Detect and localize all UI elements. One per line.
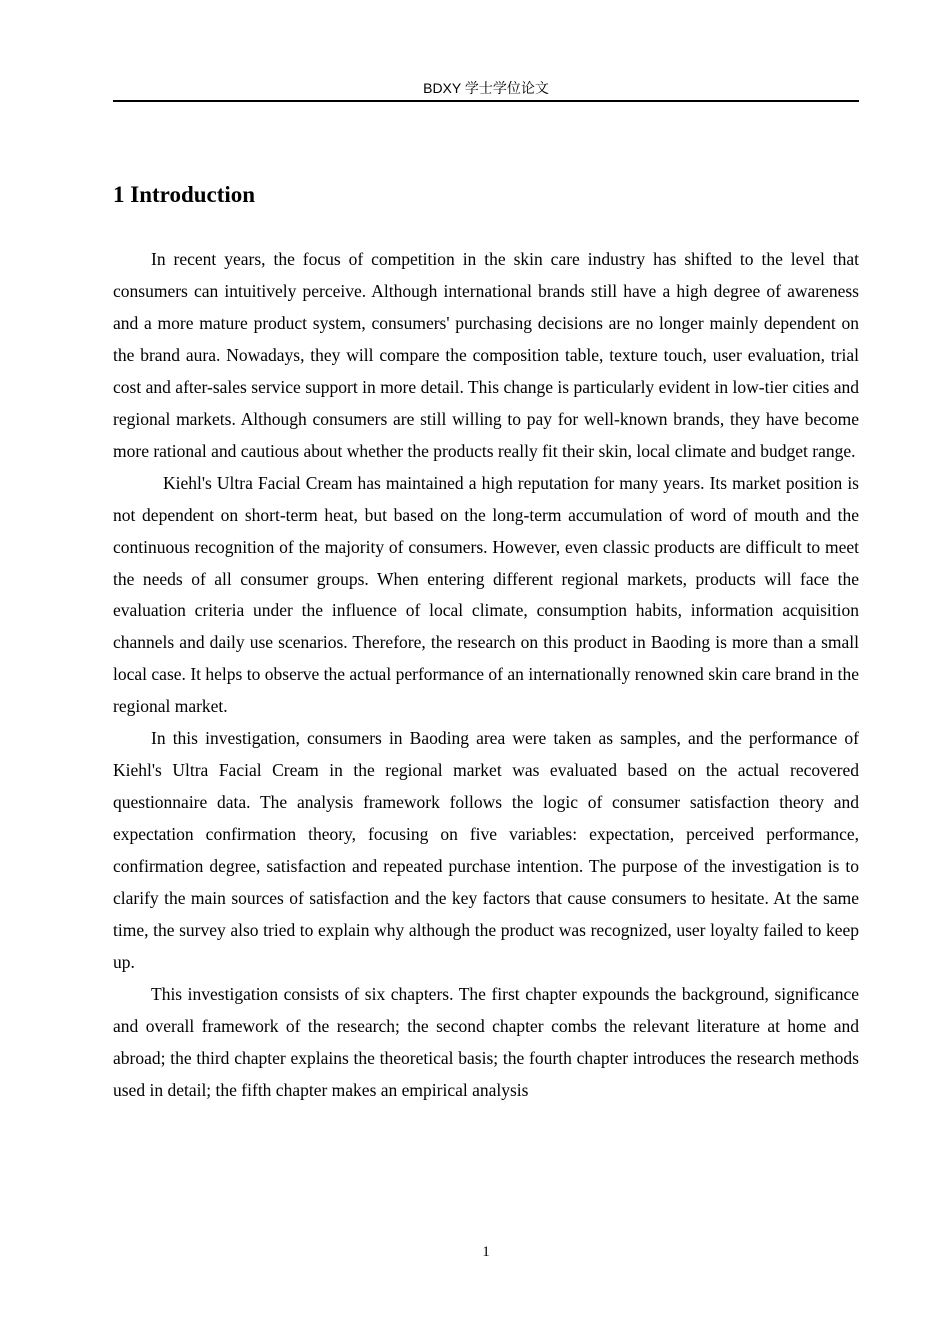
body-text xyxy=(113,244,859,1107)
page-number: 1 xyxy=(482,1244,490,1260)
header-divider xyxy=(113,100,859,102)
paragraph-structure: This investigation consists of six chapters. The first chapter expounds the background, significance and overall framework of the research; the second chapter combs the relevant literature at home and abroad; the third chapter explains the theoretical basis; the fourth chapter introduces the research methods used in detail; the fifth chapter makes an empirical analysis xyxy=(113,983,859,1100)
paragraph-background: In recent years, the focus of competition in the skin care industry has shifted to the level that consumers can intuitively perceive. Although international brands still have a high degree of awareness and a more mature product system, consumers' purchasing decisions are no longer mainly dependent on the brand aura. Nowadays, they will compare the composition table, texture touch, user evaluation, trial cost and after-sales service support in more detail. This change is particularly evident in low-tier cities and regional markets. Although consumers are still willing to pay for well-known brands, they have become more rational and cautious about whether the products really fit their skin, local climate and budget range. xyxy=(113,249,859,461)
paragraph-product: Kiehl's Ultra Facial Cream has maintained a high reputation for many years. Its market position is not dependent on short-term heat, but based on the long-term accumulation of word of mouth and the continuous recognition of the majority of consumers. However, even classic products are difficult to meet the needs of all consumer groups. When entering different regional markets, products will face the evaluation criteria under the influence of local climate, consumption habits, information acquisition channels and daily use scenarios. Therefore, the research on this product in Baoding is more than a small local case. It helps to observe the actual performance of an internationally renowned skin care brand in the regional market. xyxy=(113,472,859,717)
running-header: BDXY 学士学位论文 xyxy=(423,80,549,96)
paragraph-method: In this investigation, consumers in Baoding area were taken as samples, and the performance of Kiehl's Ultra Facial Cream in the regional market was evaluated based on the actual recovered questionnaire data. The analysis framework follows the logic of consumer satisfaction theory and expectation confirmation theory, focusing on five variables: expectation, perceived performance, confirmation degree, satisfaction and repeated purchase intention. The purpose of the investigation is to clarify the main sources of satisfaction and the key factors that cause consumers to hesitate. At the same time, the survey also tried to explain why although the product was recognized, user loyalty failed to keep up. xyxy=(113,728,859,972)
section-heading: 1 Introduction xyxy=(113,182,256,207)
